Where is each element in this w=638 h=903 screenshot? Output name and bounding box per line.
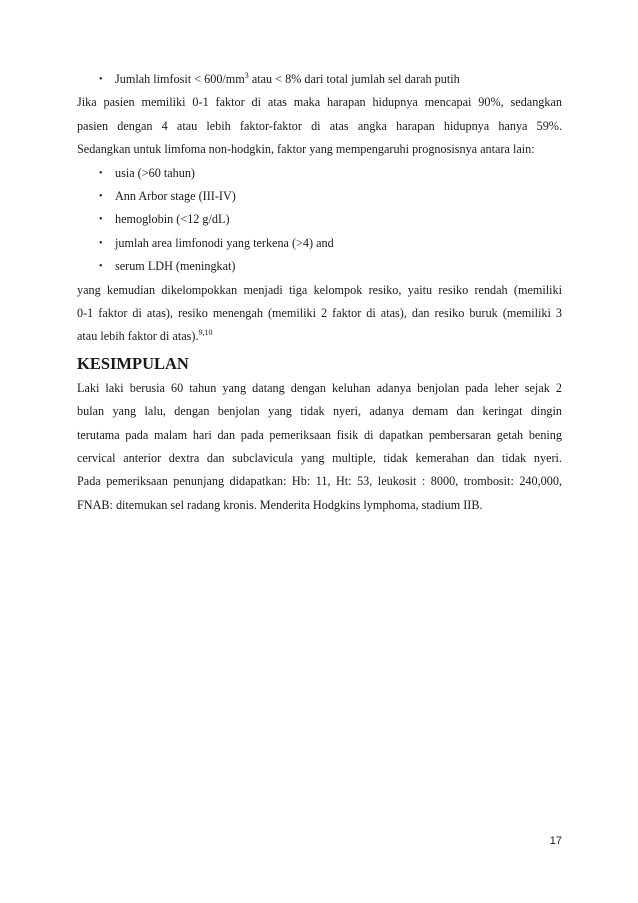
bullet-list-top xyxy=(77,68,562,91)
list-item xyxy=(77,68,562,91)
list-item xyxy=(77,208,562,231)
text-line: Laki laki berusia 60 tahun yang datang dengan keluhan adanya benjolan pada leher sejak 2 xyxy=(77,380,562,395)
paragraph-risk-groups xyxy=(77,279,562,349)
text-line: pasien dengan 4 atau lebih faktor-faktor di atas angka harapan hidupnya hanya 59%. xyxy=(77,118,562,133)
text-line: FNAB: ditemukan sel radang kronis. Menderita Hodgkins lymphoma, stadium IIB. xyxy=(77,497,483,512)
bullet-text: serum LDH (meningkat) xyxy=(115,259,236,274)
citation-superscript: 9,10 xyxy=(198,328,213,338)
list-item xyxy=(77,185,562,208)
bullet-icon: • xyxy=(99,74,103,85)
list-item xyxy=(77,232,562,255)
bullet-text: Jumlah limfosit < 600/mm xyxy=(115,72,245,86)
line-text: atau lebih faktor di atas). xyxy=(77,329,199,344)
list-item xyxy=(77,162,562,185)
paragraph-prognosis-hodgkin xyxy=(77,91,562,161)
text-line: cervical anterior dextra dan subclavicula yang multiple, tidak kemerahan dan tidak nyeri. xyxy=(77,451,562,465)
text-line: 0-1 faktor di atas), resiko menengah (memiliki 2 faktor di atas), dan resiko buruk (memiliki 3 xyxy=(77,305,562,320)
bullet-text: jumlah area limfonodi yang terkena (>4) and xyxy=(115,235,334,250)
bullet-text: hemoglobin (<12 g/dL) xyxy=(115,212,230,227)
bullet-list-factors xyxy=(77,162,562,279)
superscript: 3 xyxy=(244,70,249,80)
bullet-text: atau < 8% dari total jumlah sel darah putih xyxy=(248,72,460,86)
page-number: 17 xyxy=(549,835,562,847)
bullet-icon: • xyxy=(99,261,103,273)
text-line: Sedangkan untuk limfoma non-hodgkin, faktor yang mempengaruhi prognosisnya antara lain: xyxy=(77,142,535,157)
bullet-icon: • xyxy=(99,191,103,202)
section-heading: KESIMPULAN xyxy=(77,353,189,373)
text-line: bulan yang lalu, dengan benjolan yang tidak nyeri, adanya demam dan keringat dingin xyxy=(77,404,562,419)
text-line: yang kemudian dikelompokkan menjadi tiga kelompok resiko, yaitu resiko rendah (memiliki xyxy=(77,282,562,297)
bullet-icon: • xyxy=(99,167,103,179)
text-line: Jika pasien memiliki 0-1 faktor di atas maka harapan hidupnya mencapai 90%, sedangkan xyxy=(77,95,562,110)
bullet-icon: • xyxy=(99,214,103,226)
text-line: Pada pemeriksaan penunjang didapatkan: Hb: 11, Ht: 53, leukosit : 8000, trombosit: 240,000, xyxy=(77,474,562,489)
list-item xyxy=(77,255,562,278)
paragraph-conclusion xyxy=(77,377,562,517)
text-line xyxy=(77,325,562,348)
bullet-icon: • xyxy=(99,237,103,249)
page-content xyxy=(77,68,562,517)
bullet-text: Ann Arbor stage (III-IV) xyxy=(115,189,236,203)
bullet-text: usia (>60 tahun) xyxy=(115,165,195,180)
text-line: terutama pada malam hari dan pada pemeriksaan fisik di dapatkan pembersaran getah bening xyxy=(77,427,562,442)
